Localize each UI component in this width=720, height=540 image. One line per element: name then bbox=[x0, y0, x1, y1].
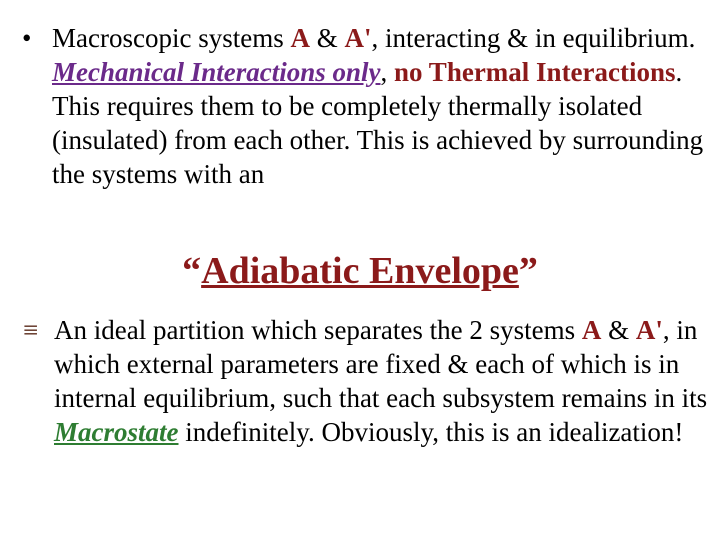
adiabatic-envelope-heading bbox=[0, 248, 720, 294]
system-a-label: A bbox=[290, 23, 310, 53]
no-thermal-interactions: no Thermal Interactions bbox=[394, 57, 676, 87]
intro-text-2: & bbox=[309, 23, 345, 53]
definition-paragraph bbox=[54, 313, 709, 449]
definition-text-1: An ideal partition which separates the 2 systems bbox=[54, 315, 582, 345]
intro-text-4: , bbox=[380, 57, 395, 87]
definition-text-4: indefinitely. Obviously, this is an idealization! bbox=[178, 417, 684, 447]
mechanical-interactions-link[interactable]: Mechanical Interactions only bbox=[52, 57, 381, 87]
intro-text-1: Macroscopic systems bbox=[52, 23, 291, 53]
bullet-marker: • bbox=[22, 23, 32, 53]
intro-text-3: , interacting & in equilibrium. bbox=[371, 23, 696, 53]
macrostate-link[interactable]: Macrostate bbox=[54, 417, 179, 447]
equivalence-symbol: ≡ bbox=[23, 315, 39, 345]
adiabatic-envelope-term: Adiabatic Envelope bbox=[201, 250, 519, 292]
definition-text-2: & bbox=[601, 315, 636, 345]
intro-paragraph bbox=[52, 21, 707, 191]
intro-text-5: . This requires them to be completely thermally isolated (insulated) from each other. This is achieved by surrounding the systems with an bbox=[52, 57, 704, 189]
system-a-label-2: A bbox=[581, 315, 602, 345]
system-a-prime-label: A' bbox=[344, 23, 372, 53]
definition-text-3: , in which external parameters are fixed & each of which is in internal equilibrium, such that each subsystem remains in its bbox=[54, 315, 708, 413]
open-quote: “ bbox=[182, 250, 202, 292]
system-a-prime-label-2: A' bbox=[635, 315, 663, 345]
close-quote: ” bbox=[518, 250, 538, 292]
